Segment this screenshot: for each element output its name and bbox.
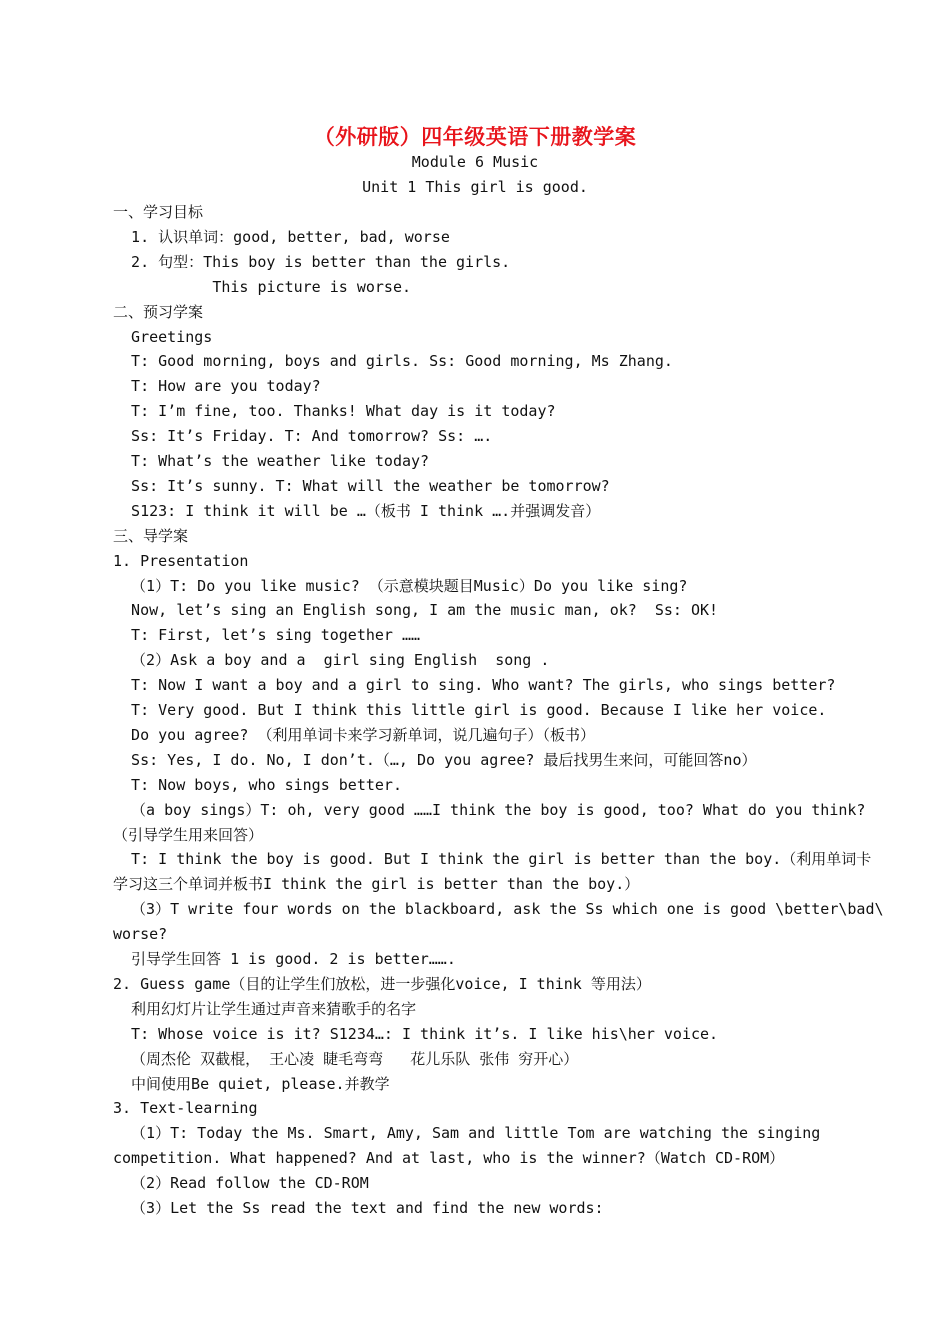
text-line: （3）T write four words on the blackboard, ask the Ss which one is good \better\bad\: [113, 900, 884, 918]
text-line: T: Very good. But I think this little girl is good. Because I like her voice.: [113, 701, 827, 719]
text-line: T: Whose voice is it? S1234…: I think it’s. I like his\her voice.: [113, 1025, 719, 1043]
text-line: 三、导学案: [113, 527, 189, 545]
text-line: （2）Read follow the CD-ROM: [113, 1174, 369, 1192]
text-line: 2. Guess game（目的让学生们放松，进一步强化voice, I think 等用法）: [113, 975, 651, 993]
text-line: T: I’m fine, too. Thanks! What day is it today?: [113, 402, 556, 420]
text-line: competition. What happened? And at last, who is the winner?（Watch CD-ROM）: [113, 1149, 785, 1167]
text-line: 二、预习学案: [113, 303, 204, 321]
text-line: （引导学生用来回答）: [113, 826, 264, 844]
text-line: Greetings: [113, 328, 213, 346]
text-line: T: First, let’s sing together ……: [113, 626, 421, 644]
text-line: S123: I think it will be …（板书 I think ….并强调发音）: [113, 502, 601, 520]
text-line: 中间使用Be quiet, please.并教学: [113, 1075, 390, 1093]
text-line: Now, let’s sing an English song, I am the music man, ok? Ss: OK!: [113, 601, 719, 619]
text-line: 引导学生回答 1 is good. 2 is better…….: [113, 950, 456, 968]
text-line: Ss: It’s sunny. T: What will the weather be tomorrow?: [113, 477, 610, 495]
text-line: T: Good morning, boys and girls. Ss: Good morning, Ms Zhang.: [113, 352, 673, 370]
text-line: This picture is worse.: [113, 278, 412, 296]
text-line: （周杰伦 双截棍， 王心凌 睫毛弯弯 花儿乐队 张伟 穷开心）: [113, 1050, 579, 1068]
text-line: 1. 认识单词：good, better, bad, worse: [113, 228, 450, 246]
text-line: （3）Let the Ss read the text and find the new words:: [113, 1199, 604, 1217]
text-line: 利用幻灯片让学生通过声音来猜歌手的名字: [113, 1000, 417, 1018]
text-line: （a boy sings）T: oh, very good ……I think the boy is good, too? What do you think?: [113, 801, 866, 819]
text-line: （1）T: Do you like music? （示意模块题目Music）Do you like sing?: [113, 577, 688, 595]
text-line: T: Now boys, who sings better.: [113, 776, 402, 794]
text-line: 1. Presentation: [113, 552, 249, 570]
text-line: （2）Ask a boy and a girl sing English song .: [113, 651, 550, 669]
text-line: T: What’s the weather like today?: [113, 452, 430, 470]
text-line: Ss: Yes, I do. No, I don’t.（…, Do you agree? 最后找男生来问，可能回答no）: [113, 751, 757, 769]
text-line: （1）T: Today the Ms. Smart, Amy, Sam and little Tom are watching the singing: [113, 1124, 821, 1142]
text-line: 2. 句型：This boy is better than the girls.: [113, 253, 511, 271]
unit-heading: Unit 1 This girl is good.: [362, 178, 588, 196]
page-title: （外研版）四年级英语下册教学案: [313, 124, 637, 149]
text-line: T: Now I want a boy and a girl to sing. Who want? The girls, who sings better?: [113, 676, 836, 694]
text-line: 3. Text-learning: [113, 1099, 258, 1117]
text-line: worse?: [113, 925, 168, 943]
text-line: 一、学习目标: [113, 203, 204, 221]
text-line: T: I think the boy is good. But I think the girl is better than the boy.（利用单词卡: [113, 850, 872, 868]
text-line: 学习这三个单词并板书I think the girl is better than the boy.）: [113, 875, 640, 893]
text-line: Ss: It’s Friday. T: And tomorrow? Ss: ….: [113, 427, 493, 445]
text-line: T: How are you today?: [113, 377, 321, 395]
module-heading: Module 6 Music: [411, 153, 539, 171]
text-line: Do you agree? （利用单词卡来学习新单词，说几遍句子）（板书）: [113, 726, 595, 744]
